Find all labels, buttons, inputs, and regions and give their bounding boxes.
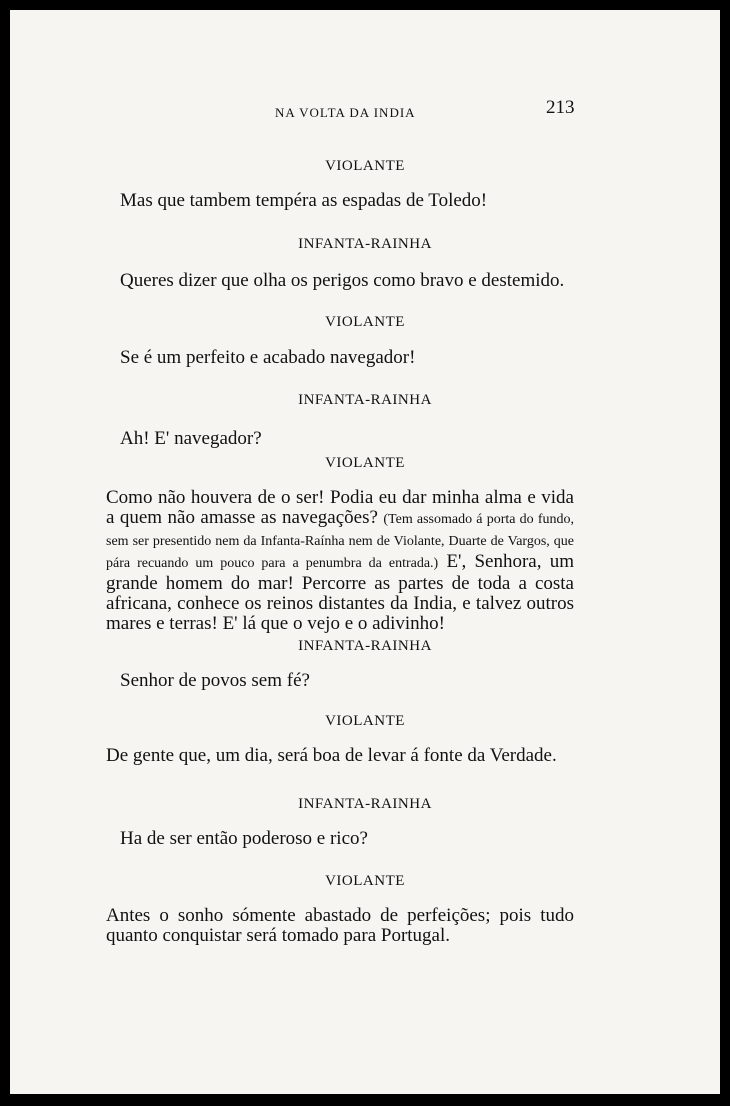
dialogue-paragraph <box>106 488 574 634</box>
speaker-name: VIOLANTE <box>325 713 405 729</box>
dialogue-line: Senhor de povos sem fé? <box>120 670 310 691</box>
running-title: NA VOLTA DA INDIA <box>275 105 416 120</box>
speaker-name: INFANTA-RAINHA <box>298 638 432 654</box>
dialogue-line: Mas que tambem tempéra as espadas de Toledo! <box>120 190 488 211</box>
dialogue-line: Ah! E' navegador? <box>120 428 262 449</box>
stage-direction: (Tem assomado á porta do fundo, sem ser presentido nem da Infanta-Raínha nem de Violante, Duarte de Vargos, que pára recuando um pouco para a penumbra da entrada.) <box>106 512 574 571</box>
dialogue-line: Ha de ser então poderoso e rico? <box>120 828 368 849</box>
page-header <box>10 97 720 125</box>
speaker-name: VIOLANTE <box>325 873 405 889</box>
dialogue-paragraph: Antes o sonho sómente abastado de perfeições; pois tudo quanto conquistar será tomado para Portugal. <box>106 905 574 946</box>
dialogue-text: Como não houvera de o ser! Podia eu dar minha alma e vida a quem não amasse as navegações? <box>106 487 574 528</box>
speaker-name: VIOLANTE <box>325 158 405 174</box>
speaker-name: VIOLANTE <box>325 455 405 471</box>
dialogue-line: Se é um perfeito e acabado navegador! <box>120 347 416 368</box>
speaker-name: INFANTA-RAINHA <box>298 796 432 812</box>
page-number: 213 <box>546 97 575 118</box>
dialogue-paragraph: De gente que, um dia, será boa de levar á fonte da Verdade. <box>106 745 557 766</box>
dialogue-line: Queres dizer que olha os perigos como bravo e destemido. <box>120 270 565 291</box>
book-page <box>10 10 720 1094</box>
dialogue-text: E', Senhora, um grande homem do mar! Percorre as partes de toda a costa africana, conhece os reinos distantes da India, e talvez outros mares e terras! E' lá que o vejo e o adivinho! <box>106 551 574 634</box>
speaker-name: INFANTA-RAINHA <box>298 392 432 408</box>
speaker-name: VIOLANTE <box>325 314 405 330</box>
speaker-name: INFANTA-RAINHA <box>298 236 432 252</box>
